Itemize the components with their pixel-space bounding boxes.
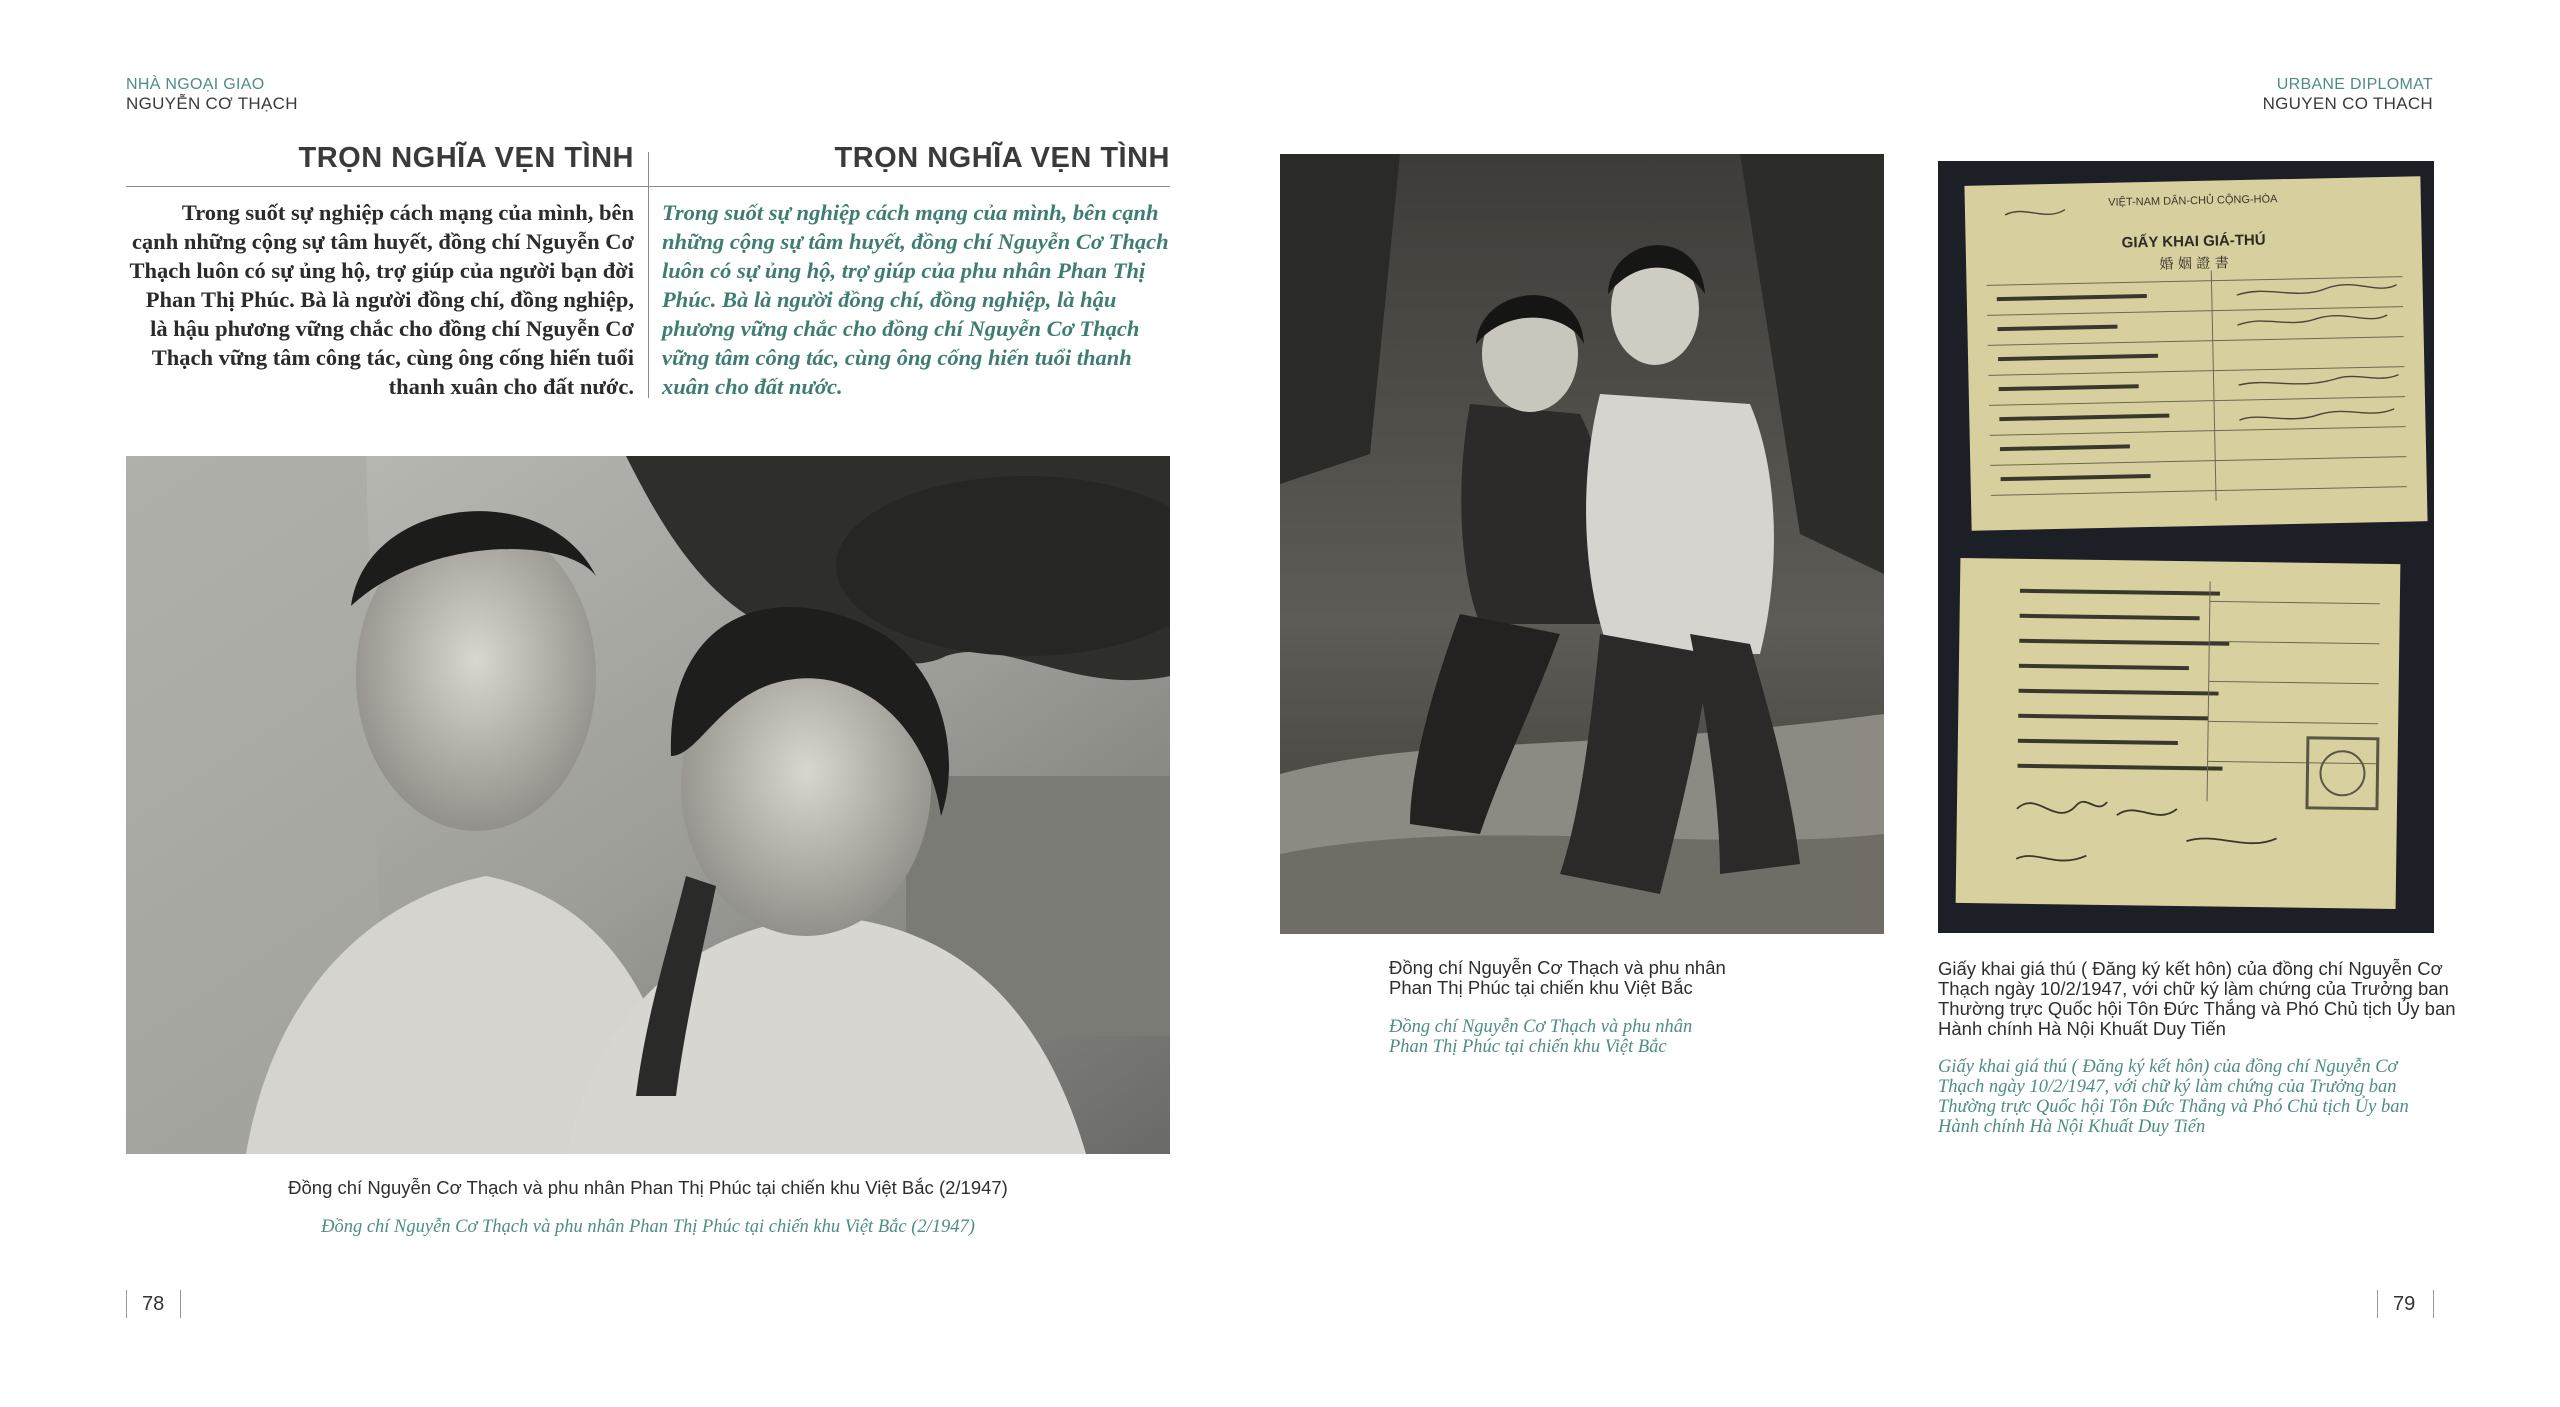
section-title-en: TRỌN NGHĨA VẸN TÌNH xyxy=(834,142,1170,174)
left-header-line2: NGUYỄN CƠ THẠCH xyxy=(126,94,298,113)
intro-vn-line: Thạch luôn có sự ủng hộ, trợ giúp của người bạn đời xyxy=(129,258,634,283)
document-caption-vn-line: Hành chính Hà Nội Khuất Duy Tiến xyxy=(1938,1018,2226,1039)
intro-vn-line: Trong suốt sự nghiệp cách mạng của mình, bên xyxy=(181,200,634,225)
couple-portrait-photo xyxy=(126,456,1170,1154)
intro-vn-line: cạnh những cộng sự tâm huyết, đồng chí Nguyễn Cơ xyxy=(131,229,634,254)
photo2-caption-vn-line: Phan Thị Phúc tại chiến khu Việt Bắc xyxy=(1389,977,1693,998)
column-divider xyxy=(648,152,649,398)
intro-en-line: phương vững chắc cho đồng chí Nguyễn Cơ Thạch xyxy=(662,316,1140,341)
intro-en-line: vững tâm công tác, cùng ông cống hiến tuổi thanh xyxy=(662,345,1132,370)
intro-vn-line: là hậu phương vững chắc cho đồng chí Nguyễn Cơ xyxy=(150,316,634,341)
intro-text-vn xyxy=(126,198,634,401)
intro-en-line: những cộng sự tâm huyết, đồng chí Nguyễn Cơ Thạch xyxy=(662,229,1169,254)
certificate-form-lines xyxy=(1964,176,2427,530)
photo2-caption-vn xyxy=(1389,958,1726,998)
section-title-vn: TRỌN NGHĨA VẸN TÌNH xyxy=(298,142,634,174)
right-header-line1: URBANE DIPLOMAT xyxy=(2276,76,2433,93)
intro-en-line: luôn có sự ủng hộ, trợ giúp của phu nhân Phan Thị xyxy=(662,258,1146,283)
page-number-tick xyxy=(180,1290,181,1318)
intro-vn-line: thanh xuân cho đất nước. xyxy=(388,374,634,399)
intro-vn-line: Thạch vững tâm công tác, cùng ông cống hiến tuổi xyxy=(151,345,634,370)
document-caption-en-line: Thạch ngày 10/2/1947, với chữ ký làm chứng của Trưởng ban xyxy=(1938,1077,2397,1097)
certificate-header-line1: VIỆT-NAM DÂN-CHỦ CỘNG-HÒA xyxy=(2108,193,2278,209)
page-number-left: 78 xyxy=(142,1293,165,1315)
photo2-caption-vn-line: Đồng chí Nguyễn Cơ Thạch và phu nhân xyxy=(1389,957,1726,978)
page-number-tick xyxy=(126,1290,127,1318)
photo1-caption-en: Đồng chí Nguyễn Cơ Thạch và phu nhân Phan Thị Phúc tại chiến khu Việt Bắc (2/1947) xyxy=(321,1217,975,1237)
certificate-front-sheet xyxy=(1964,176,2427,530)
photo2-caption-en-line: Phan Thị Phúc tại chiến khu Việt Bắc xyxy=(1389,1037,1667,1057)
left-header-line1: NHÀ NGOẠI GIAO xyxy=(126,76,265,93)
document-caption-en xyxy=(1938,1057,2409,1137)
document-caption-en-line: Hành chính Hà Nội Khuất Duy Tiến xyxy=(1938,1117,2206,1137)
page-number-right: 79 xyxy=(2393,1293,2416,1315)
document-caption-vn-line: Giấy khai giá thú ( Đăng ký kết hôn) của đồng chí Nguyễn Cơ xyxy=(1938,958,2443,979)
left-running-header xyxy=(126,75,298,113)
document-caption-en-line: Giấy khai giá thú ( Đăng ký kết hôn) của đồng chí Nguyễn Cơ xyxy=(1938,1057,2398,1077)
photo1-caption-vn: Đồng chí Nguyễn Cơ Thạch và phu nhân Phan Thị Phúc tại chiến khu Việt Bắc (2/1947) xyxy=(288,1177,1008,1198)
document-caption-vn-line: Thường trực Quốc hội Tôn Đức Thắng và Phó Chủ tịch Ủy ban xyxy=(1938,998,2456,1019)
page-number-tick xyxy=(2433,1290,2434,1318)
couple-seated-photo xyxy=(1280,154,1884,934)
right-running-header xyxy=(2263,75,2433,113)
intro-en-line: Trong suốt sự nghiệp cách mạng của mình, bên cạnh xyxy=(662,200,1159,225)
photo2-caption-en-line: Đồng chí Nguyễn Cơ Thạch và phu nhân xyxy=(1389,1017,1693,1037)
document-caption-vn-line: Thạch ngày 10/2/1947, với chữ ký làm chứng của Trưởng ban xyxy=(1938,978,2449,999)
intro-en-line: Phúc. Bà là người đồng chí, đồng nghiệp, là hậu xyxy=(662,287,1117,312)
document-caption-en-line: Thường trực Quốc hội Tôn Đức Thắng và Phó Chủ tịch Ủy ban xyxy=(1938,1097,2409,1117)
intro-vn-line: Phan Thị Phúc. Bà là người đồng chí, đồng nghiệp, xyxy=(145,287,634,312)
page-number-tick xyxy=(2377,1290,2378,1318)
photo2-caption-en xyxy=(1389,1017,1692,1057)
intro-en-line: xuân cho đất nước. xyxy=(662,374,843,399)
certificate-back-form xyxy=(1956,558,2401,909)
certificate-header-chinese: 婚 姻 證 書 xyxy=(2159,255,2229,273)
certificate-back-sheet xyxy=(1956,558,2401,909)
intro-text-en xyxy=(662,198,1182,401)
right-header-line2: NGUYEN CO THACH xyxy=(2262,94,2433,113)
document-caption-vn xyxy=(1938,959,2456,1039)
certificate-header-line2: GIẤY KHAI GIÁ-THÚ xyxy=(2121,231,2266,252)
marriage-certificate-scan xyxy=(1938,161,2434,933)
